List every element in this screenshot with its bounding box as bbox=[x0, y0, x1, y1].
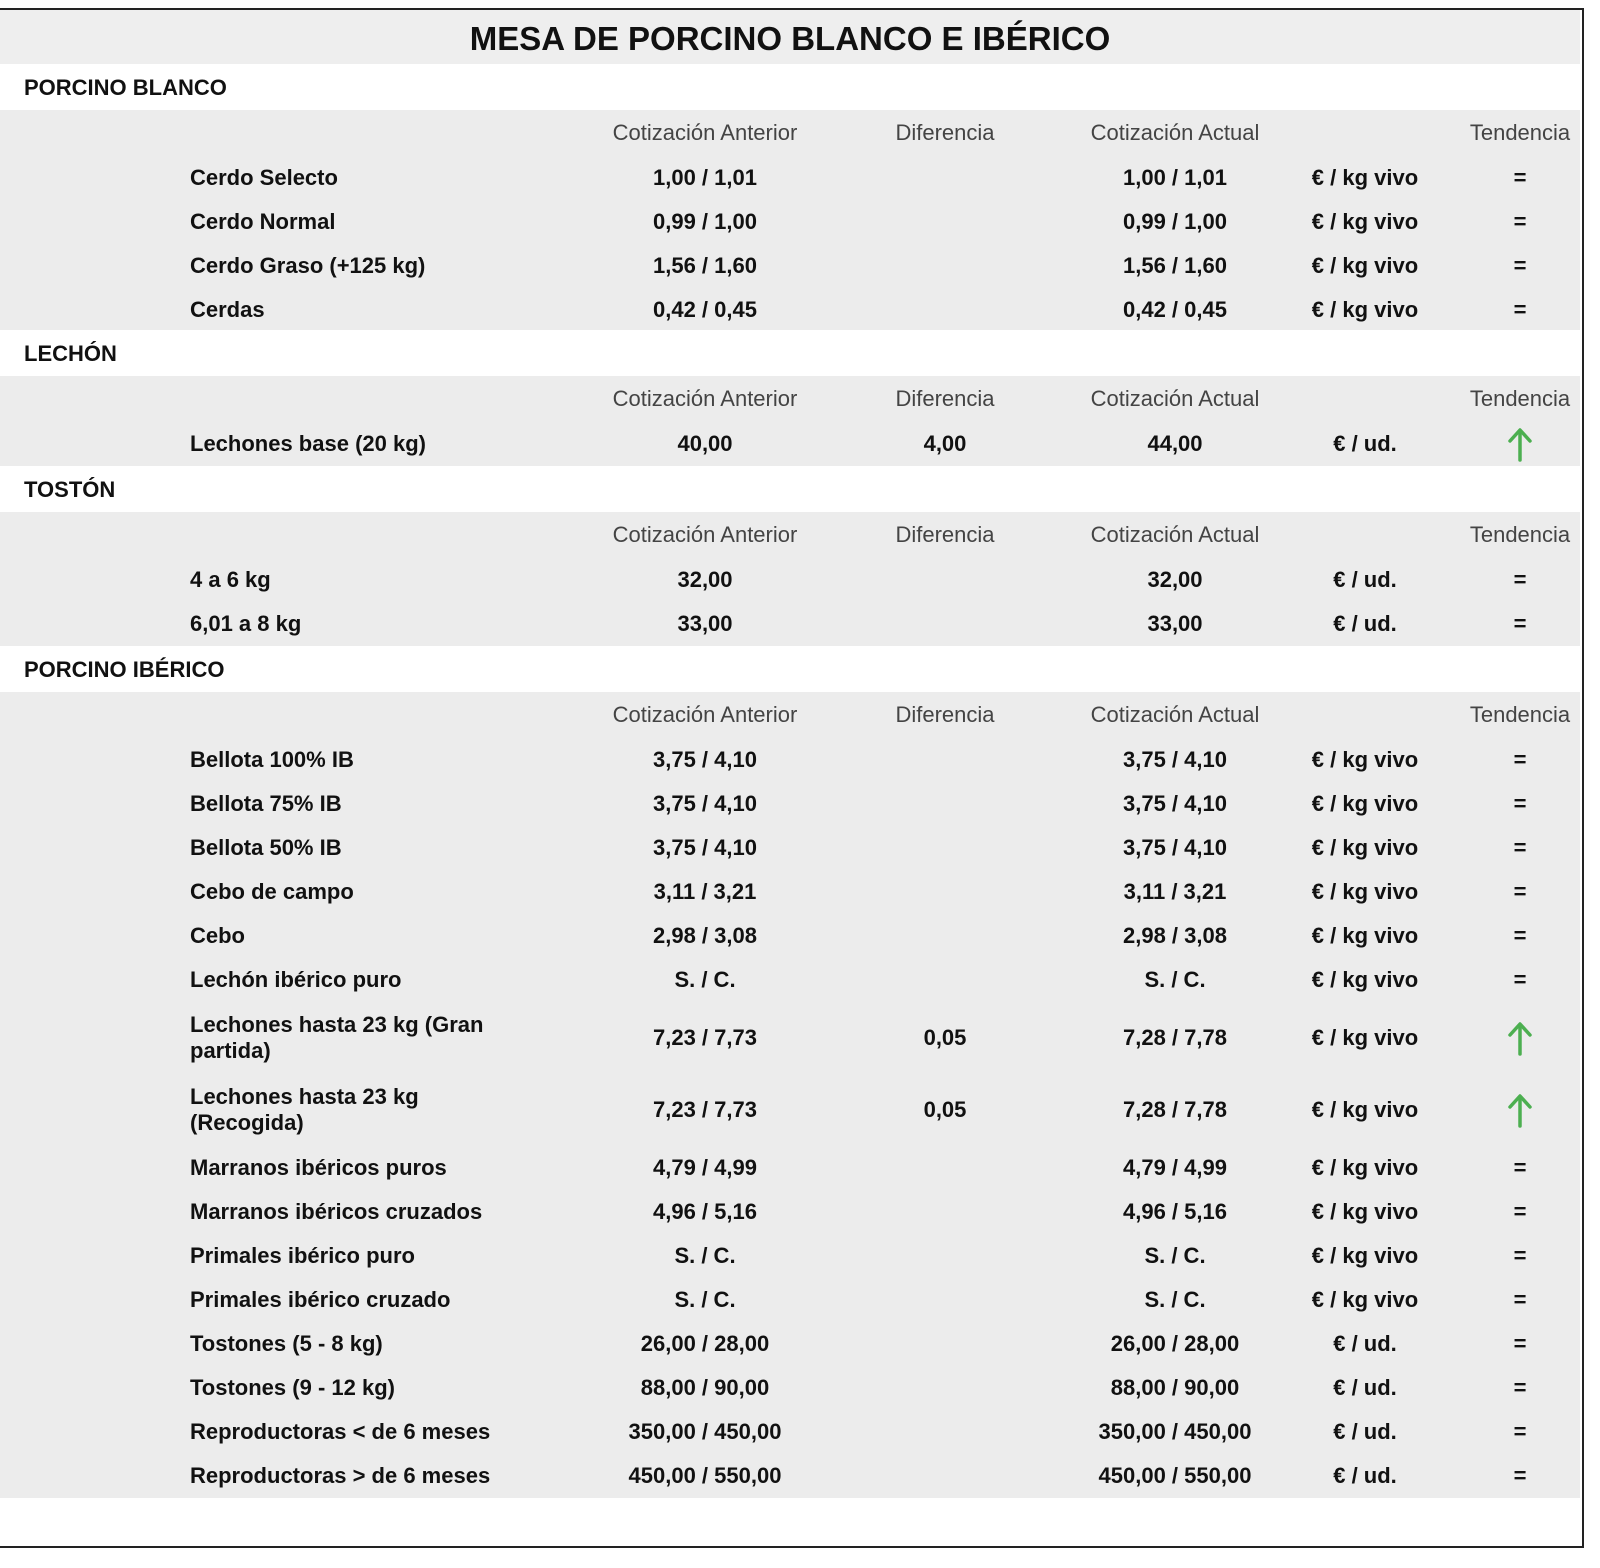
cotizacion-actual-text: 3,75 / 4,10 bbox=[1123, 835, 1227, 860]
header-diferencia: Diferencia bbox=[895, 702, 995, 727]
table-row bbox=[0, 738, 1580, 782]
cotizacion-actual-text: S. / C. bbox=[1144, 1243, 1206, 1268]
table-row bbox=[0, 1278, 1580, 1322]
tendencia-text: = bbox=[1513, 297, 1527, 322]
cotizacion-anterior bbox=[560, 244, 850, 288]
cotizacion-actual-text: 7,28 / 7,78 bbox=[1123, 1097, 1227, 1122]
unidad-text: € / kg vivo bbox=[1311, 879, 1419, 904]
product-name bbox=[190, 1454, 520, 1498]
cotizacion-anterior-text: 7,23 / 7,73 bbox=[653, 1097, 757, 1122]
product-name-text: Reproductoras > de 6 meses bbox=[190, 1463, 491, 1488]
section bbox=[0, 64, 1580, 332]
cotizacion-anterior-text: 350,00 / 450,00 bbox=[628, 1419, 782, 1444]
product-name-text: Lechones base (20 kg) bbox=[190, 431, 426, 456]
cotizacion-anterior bbox=[560, 1454, 850, 1498]
diferencia bbox=[870, 156, 1020, 200]
cotizacion-anterior bbox=[560, 1366, 850, 1410]
diferencia bbox=[870, 602, 1020, 646]
column-header-row bbox=[0, 376, 1580, 422]
cotizacion-actual-text: 0,99 / 1,00 bbox=[1123, 209, 1227, 234]
tendencia-equal bbox=[1450, 1410, 1590, 1454]
tendencia-text: = bbox=[1513, 923, 1527, 948]
cotizacion-actual-text: 7,28 / 7,78 bbox=[1123, 1025, 1227, 1050]
tendencia-equal bbox=[1450, 558, 1590, 602]
tendencia-text: = bbox=[1513, 1199, 1527, 1224]
diferencia bbox=[870, 1366, 1020, 1410]
unidad bbox=[1270, 422, 1460, 466]
diferencia bbox=[870, 1454, 1020, 1498]
table-row bbox=[0, 826, 1580, 870]
unidad-text: € / kg vivo bbox=[1311, 1199, 1419, 1224]
cotizacion-anterior bbox=[560, 738, 850, 782]
product-name-text: Tostones (9 - 12 kg) bbox=[190, 1375, 395, 1400]
diferencia bbox=[870, 914, 1020, 958]
unidad-text: € / ud. bbox=[1333, 1331, 1397, 1356]
table-row bbox=[0, 422, 1580, 466]
table-row bbox=[0, 1366, 1580, 1410]
tendencia-text: = bbox=[1513, 253, 1527, 278]
header-cotizacion-anterior: Cotización Anterior bbox=[612, 120, 798, 145]
diferencia-text: 4,00 bbox=[923, 431, 967, 456]
table-row bbox=[0, 1410, 1580, 1454]
cotizacion-anterior-text: 7,23 / 7,73 bbox=[653, 1025, 757, 1050]
table-row bbox=[0, 782, 1580, 826]
product-name-text: Lechones hasta 23 kg (Recogida) bbox=[190, 1084, 419, 1135]
unidad bbox=[1270, 156, 1460, 200]
header-diferencia: Diferencia bbox=[895, 386, 995, 411]
unidad-text: € / kg vivo bbox=[1311, 923, 1419, 948]
section bbox=[0, 646, 1580, 1498]
cotizacion-anterior-text: 2,98 / 3,08 bbox=[653, 923, 757, 948]
diferencia-text: 0,05 bbox=[923, 1025, 967, 1050]
cotizacion-anterior-text: 1,56 / 1,60 bbox=[653, 253, 757, 278]
cotizacion-anterior-text: 3,11 / 3,21 bbox=[653, 879, 757, 904]
section-body bbox=[0, 376, 1580, 466]
column-header-row bbox=[0, 512, 1580, 558]
unidad-text: € / kg vivo bbox=[1311, 1025, 1419, 1050]
cotizacion-actual-text: 2,98 / 3,08 bbox=[1123, 923, 1227, 948]
cotizacion-anterior bbox=[560, 1322, 850, 1366]
tendencia-equal bbox=[1450, 602, 1590, 646]
diferencia bbox=[870, 1410, 1020, 1454]
cotizacion-anterior bbox=[560, 958, 850, 1002]
unidad-text: € / kg vivo bbox=[1311, 747, 1419, 772]
tendencia-text: = bbox=[1513, 165, 1527, 190]
product-name bbox=[190, 782, 520, 826]
column-header-row bbox=[0, 110, 1580, 156]
product-name bbox=[190, 1074, 520, 1146]
cotizacion-anterior bbox=[560, 602, 850, 646]
unidad-text: € / ud. bbox=[1333, 1419, 1397, 1444]
tendencia-text: = bbox=[1513, 835, 1527, 860]
product-name bbox=[190, 1190, 520, 1234]
product-name-text: Bellota 50% IB bbox=[190, 835, 342, 860]
unidad-text: € / kg vivo bbox=[1311, 1243, 1419, 1268]
table-row bbox=[0, 1322, 1580, 1366]
table-row bbox=[0, 1146, 1580, 1190]
unidad-text: € / kg vivo bbox=[1311, 1287, 1419, 1312]
tendencia-text: = bbox=[1513, 1419, 1527, 1444]
up-arrow-icon bbox=[1505, 1020, 1535, 1056]
header-diferencia: Diferencia bbox=[895, 120, 995, 145]
cotizacion-actual-text: 450,00 / 550,00 bbox=[1098, 1463, 1252, 1488]
cotizacion-actual-text: 3,11 / 3,21 bbox=[1123, 879, 1227, 904]
diferencia bbox=[870, 958, 1020, 1002]
product-name bbox=[190, 1278, 520, 1322]
product-name-text: Reproductoras < de 6 meses bbox=[190, 1419, 491, 1444]
diferencia bbox=[870, 1074, 1020, 1146]
tendencia-equal bbox=[1450, 958, 1590, 1002]
tendencia-text: = bbox=[1513, 567, 1527, 592]
product-name bbox=[190, 914, 520, 958]
product-name-text: Cerdo Graso (+125 kg) bbox=[190, 253, 426, 278]
cotizacion-actual-text: S. / C. bbox=[1144, 967, 1206, 992]
section-body bbox=[0, 692, 1580, 1498]
tendencia-equal bbox=[1450, 738, 1590, 782]
unidad bbox=[1270, 558, 1460, 602]
unidad bbox=[1270, 200, 1460, 244]
unidad bbox=[1270, 1146, 1460, 1190]
diferencia bbox=[870, 422, 1020, 466]
header-tendencia: Tendencia bbox=[1469, 120, 1571, 145]
table-row bbox=[0, 1074, 1580, 1146]
product-name-text: Cerdo Selecto bbox=[190, 165, 338, 190]
table-row bbox=[0, 200, 1580, 244]
product-name bbox=[190, 958, 520, 1002]
cotizacion-anterior bbox=[560, 826, 850, 870]
tendencia-text: = bbox=[1513, 611, 1527, 636]
diferencia bbox=[870, 826, 1020, 870]
product-name bbox=[190, 422, 520, 466]
product-name-text: Primales ibérico puro bbox=[190, 1243, 415, 1268]
cotizacion-anterior bbox=[560, 156, 850, 200]
cotizacion-actual-text: 1,00 / 1,01 bbox=[1123, 165, 1227, 190]
cotizacion-actual-text: 0,42 / 0,45 bbox=[1123, 297, 1227, 322]
tendencia-text: = bbox=[1513, 791, 1527, 816]
unidad-text: € / kg vivo bbox=[1311, 165, 1419, 190]
table-row bbox=[0, 244, 1580, 288]
tendencia-text: = bbox=[1513, 1243, 1527, 1268]
cotizacion-anterior bbox=[560, 1146, 850, 1190]
header-cotizacion-actual: Cotización Actual bbox=[1090, 386, 1260, 411]
unidad bbox=[1270, 288, 1460, 332]
header-cotizacion-anterior: Cotización Anterior bbox=[612, 702, 798, 727]
unidad-text: € / ud. bbox=[1333, 431, 1397, 456]
up-arrow-icon bbox=[1505, 1092, 1535, 1128]
product-name-text: Tostones (5 - 8 kg) bbox=[190, 1331, 383, 1356]
section-title: PORCINO IBÉRICO bbox=[0, 646, 1580, 692]
cotizacion-anterior-text: 40,00 bbox=[677, 431, 733, 456]
product-name bbox=[190, 1410, 520, 1454]
unidad-text: € / kg vivo bbox=[1311, 1155, 1419, 1180]
cotizacion-anterior-text: 450,00 / 550,00 bbox=[628, 1463, 782, 1488]
tendencia-text: = bbox=[1513, 1375, 1527, 1400]
up-arrow-icon bbox=[1450, 422, 1590, 466]
table-row bbox=[0, 156, 1580, 200]
product-name-text: Cerdas bbox=[190, 297, 265, 322]
unidad bbox=[1270, 1322, 1460, 1366]
product-name-text: Cebo de campo bbox=[190, 879, 354, 904]
cotizacion-anterior-text: S. / C. bbox=[674, 1287, 736, 1312]
cotizacion-anterior bbox=[560, 914, 850, 958]
product-name-text: Lechón ibérico puro bbox=[190, 967, 402, 992]
tendencia-equal bbox=[1450, 288, 1590, 332]
unidad bbox=[1270, 870, 1460, 914]
cotizacion-anterior-text: 3,75 / 4,10 bbox=[653, 747, 757, 772]
diferencia-text: 0,05 bbox=[923, 1097, 967, 1122]
cotizacion-actual-text: 4,96 / 5,16 bbox=[1123, 1199, 1227, 1224]
cotizacion-actual-text: 4,79 / 4,99 bbox=[1123, 1155, 1227, 1180]
cotizacion-anterior-text: 26,00 / 28,00 bbox=[640, 1331, 770, 1356]
cotizacion-actual-text: 26,00 / 28,00 bbox=[1110, 1331, 1240, 1356]
unidad bbox=[1270, 782, 1460, 826]
cotizacion-actual-text: 1,56 / 1,60 bbox=[1123, 253, 1227, 278]
header-diferencia: Diferencia bbox=[895, 522, 995, 547]
product-name bbox=[190, 826, 520, 870]
product-name-text: Cebo bbox=[190, 923, 245, 948]
cotizacion-anterior bbox=[560, 200, 850, 244]
cotizacion-anterior bbox=[560, 782, 850, 826]
cotizacion-anterior bbox=[560, 1410, 850, 1454]
cotizacion-anterior-text: 0,42 / 0,45 bbox=[653, 297, 757, 322]
tendencia-text: = bbox=[1513, 747, 1527, 772]
unidad bbox=[1270, 1234, 1460, 1278]
product-name bbox=[190, 558, 520, 602]
product-name bbox=[190, 244, 520, 288]
table-row bbox=[0, 1454, 1580, 1498]
header-tendencia: Tendencia bbox=[1469, 702, 1571, 727]
tendencia-equal bbox=[1450, 826, 1590, 870]
unidad bbox=[1270, 1454, 1460, 1498]
cotizacion-anterior-text: 0,99 / 1,00 bbox=[653, 209, 757, 234]
cotizacion-anterior bbox=[560, 1002, 850, 1074]
header-tendencia: Tendencia bbox=[1469, 386, 1571, 411]
unidad bbox=[1270, 1190, 1460, 1234]
up-arrow-icon bbox=[1450, 1074, 1590, 1146]
section-body bbox=[0, 110, 1580, 332]
cotizacion-actual-text: 33,00 bbox=[1147, 611, 1203, 636]
unidad-text: € / kg vivo bbox=[1311, 297, 1419, 322]
unidad bbox=[1270, 914, 1460, 958]
unidad-text: € / ud. bbox=[1333, 567, 1397, 592]
cotizacion-anterior-text: 88,00 / 90,00 bbox=[640, 1375, 770, 1400]
tendencia-text: = bbox=[1513, 879, 1527, 904]
cotizacion-anterior-text: 3,75 / 4,10 bbox=[653, 791, 757, 816]
tendencia-equal bbox=[1450, 782, 1590, 826]
cotizacion-anterior bbox=[560, 1074, 850, 1146]
section-body bbox=[0, 512, 1580, 646]
unidad-text: € / kg vivo bbox=[1311, 791, 1419, 816]
diferencia bbox=[870, 1002, 1020, 1074]
diferencia bbox=[870, 1146, 1020, 1190]
diferencia bbox=[870, 782, 1020, 826]
product-name bbox=[190, 1366, 520, 1410]
product-name bbox=[190, 288, 520, 332]
tendencia-text: = bbox=[1513, 1463, 1527, 1488]
unidad bbox=[1270, 958, 1460, 1002]
unidad bbox=[1270, 1366, 1460, 1410]
product-name bbox=[190, 156, 520, 200]
section bbox=[0, 466, 1580, 646]
table-row bbox=[0, 1002, 1580, 1074]
cotizacion-anterior bbox=[560, 1278, 850, 1322]
tendencia-equal bbox=[1450, 244, 1590, 288]
product-name bbox=[190, 738, 520, 782]
cotizacion-actual-text: 3,75 / 4,10 bbox=[1123, 791, 1227, 816]
tendencia-equal bbox=[1450, 914, 1590, 958]
diferencia bbox=[870, 738, 1020, 782]
product-name bbox=[190, 1002, 520, 1074]
product-name bbox=[190, 602, 520, 646]
cotizacion-anterior-text: 33,00 bbox=[677, 611, 733, 636]
page-title: MESA DE PORCINO BLANCO E IBÉRICO bbox=[0, 10, 1580, 64]
table-row bbox=[0, 958, 1580, 1002]
product-name-text: 4 a 6 kg bbox=[190, 567, 271, 592]
header-cotizacion-anterior: Cotización Anterior bbox=[612, 522, 798, 547]
product-name bbox=[190, 1322, 520, 1366]
cotizacion-anterior bbox=[560, 870, 850, 914]
section bbox=[0, 330, 1580, 466]
tendencia-equal bbox=[1450, 1234, 1590, 1278]
tendencia-equal bbox=[1450, 1278, 1590, 1322]
product-name bbox=[190, 1234, 520, 1278]
diferencia bbox=[870, 1234, 1020, 1278]
section-title: LECHÓN bbox=[0, 330, 1580, 376]
cotizacion-anterior-text: 4,96 / 5,16 bbox=[653, 1199, 757, 1224]
tendencia-equal bbox=[1450, 1190, 1590, 1234]
cotizacion-anterior-text: S. / C. bbox=[674, 1243, 736, 1268]
unidad-text: € / kg vivo bbox=[1311, 1097, 1419, 1122]
cotizacion-anterior bbox=[560, 1234, 850, 1278]
unidad bbox=[1270, 826, 1460, 870]
up-arrow-icon bbox=[1505, 426, 1535, 462]
cotizacion-anterior-text: 1,00 / 1,01 bbox=[653, 165, 757, 190]
table-row bbox=[0, 914, 1580, 958]
table-row bbox=[0, 288, 1580, 332]
table-row bbox=[0, 1234, 1580, 1278]
unidad-text: € / kg vivo bbox=[1311, 835, 1419, 860]
diferencia bbox=[870, 870, 1020, 914]
product-name-text: Marranos ibéricos puros bbox=[190, 1155, 447, 1180]
tendencia-equal bbox=[1450, 1366, 1590, 1410]
unidad-text: € / ud. bbox=[1333, 1375, 1397, 1400]
unidad-text: € / ud. bbox=[1333, 1463, 1397, 1488]
diferencia bbox=[870, 244, 1020, 288]
diferencia bbox=[870, 1322, 1020, 1366]
diferencia bbox=[870, 288, 1020, 332]
tendencia-equal bbox=[1450, 1322, 1590, 1366]
unidad bbox=[1270, 602, 1460, 646]
cotizacion-actual-text: 32,00 bbox=[1147, 567, 1203, 592]
product-name-text: Primales ibérico cruzado bbox=[190, 1287, 451, 1312]
unidad-text: € / kg vivo bbox=[1311, 967, 1419, 992]
product-name-text: Bellota 75% IB bbox=[190, 791, 342, 816]
unidad-text: € / kg vivo bbox=[1311, 209, 1419, 234]
product-name-text: Cerdo Normal bbox=[190, 209, 336, 234]
cotizacion-anterior bbox=[560, 288, 850, 332]
diferencia bbox=[870, 1190, 1020, 1234]
cotizacion-actual-text: 88,00 / 90,00 bbox=[1110, 1375, 1240, 1400]
tendencia-text: = bbox=[1513, 967, 1527, 992]
tendencia-equal bbox=[1450, 1146, 1590, 1190]
unidad-text: € / kg vivo bbox=[1311, 253, 1419, 278]
product-name-text: 6,01 a 8 kg bbox=[190, 611, 302, 636]
cotizacion-actual-text: 3,75 / 4,10 bbox=[1123, 747, 1227, 772]
product-name-text: Bellota 100% IB bbox=[190, 747, 354, 772]
header-cotizacion-anterior: Cotización Anterior bbox=[612, 386, 798, 411]
table-row bbox=[0, 558, 1580, 602]
tendencia-text: = bbox=[1513, 1287, 1527, 1312]
table-row bbox=[0, 870, 1580, 914]
cotizacion-anterior-text: S. / C. bbox=[674, 967, 736, 992]
tendencia-text: = bbox=[1513, 209, 1527, 234]
table-row bbox=[0, 602, 1580, 646]
price-table-frame bbox=[0, 8, 1584, 1548]
table-row bbox=[0, 1190, 1580, 1234]
header-tendencia: Tendencia bbox=[1469, 522, 1571, 547]
cotizacion-actual-text: 350,00 / 450,00 bbox=[1098, 1419, 1252, 1444]
cotizacion-actual-text: S. / C. bbox=[1144, 1287, 1206, 1312]
up-arrow-icon bbox=[1450, 1002, 1590, 1074]
unidad bbox=[1270, 738, 1460, 782]
unidad bbox=[1270, 244, 1460, 288]
cotizacion-actual-text: 44,00 bbox=[1147, 431, 1203, 456]
tendencia-equal bbox=[1450, 156, 1590, 200]
unidad-text: € / ud. bbox=[1333, 611, 1397, 636]
product-name bbox=[190, 1146, 520, 1190]
product-name-text: Lechones hasta 23 kg (Gran partida) bbox=[190, 1012, 484, 1063]
column-header-row bbox=[0, 692, 1580, 738]
section-title: PORCINO BLANCO bbox=[0, 64, 1580, 110]
cotizacion-anterior bbox=[560, 558, 850, 602]
cotizacion-anterior-text: 3,75 / 4,10 bbox=[653, 835, 757, 860]
cotizacion-anterior bbox=[560, 422, 850, 466]
tendencia-text: = bbox=[1513, 1331, 1527, 1356]
product-name-text: Marranos ibéricos cruzados bbox=[190, 1199, 483, 1224]
diferencia bbox=[870, 1278, 1020, 1322]
tendencia-equal bbox=[1450, 1454, 1590, 1498]
unidad bbox=[1270, 1074, 1460, 1146]
tendencia-equal bbox=[1450, 200, 1590, 244]
diferencia bbox=[870, 558, 1020, 602]
tendencia-text: = bbox=[1513, 1155, 1527, 1180]
cotizacion-anterior-text: 32,00 bbox=[677, 567, 733, 592]
cotizacion-anterior bbox=[560, 1190, 850, 1234]
tendencia-equal bbox=[1450, 870, 1590, 914]
diferencia bbox=[870, 200, 1020, 244]
header-cotizacion-actual: Cotización Actual bbox=[1090, 702, 1260, 727]
header-cotizacion-actual: Cotización Actual bbox=[1090, 522, 1260, 547]
unidad bbox=[1270, 1278, 1460, 1322]
product-name bbox=[190, 200, 520, 244]
section-title: TOSTÓN bbox=[0, 466, 1580, 512]
cotizacion-anterior-text: 4,79 / 4,99 bbox=[653, 1155, 757, 1180]
product-name bbox=[190, 870, 520, 914]
header-cotizacion-actual: Cotización Actual bbox=[1090, 120, 1260, 145]
unidad bbox=[1270, 1002, 1460, 1074]
unidad bbox=[1270, 1410, 1460, 1454]
